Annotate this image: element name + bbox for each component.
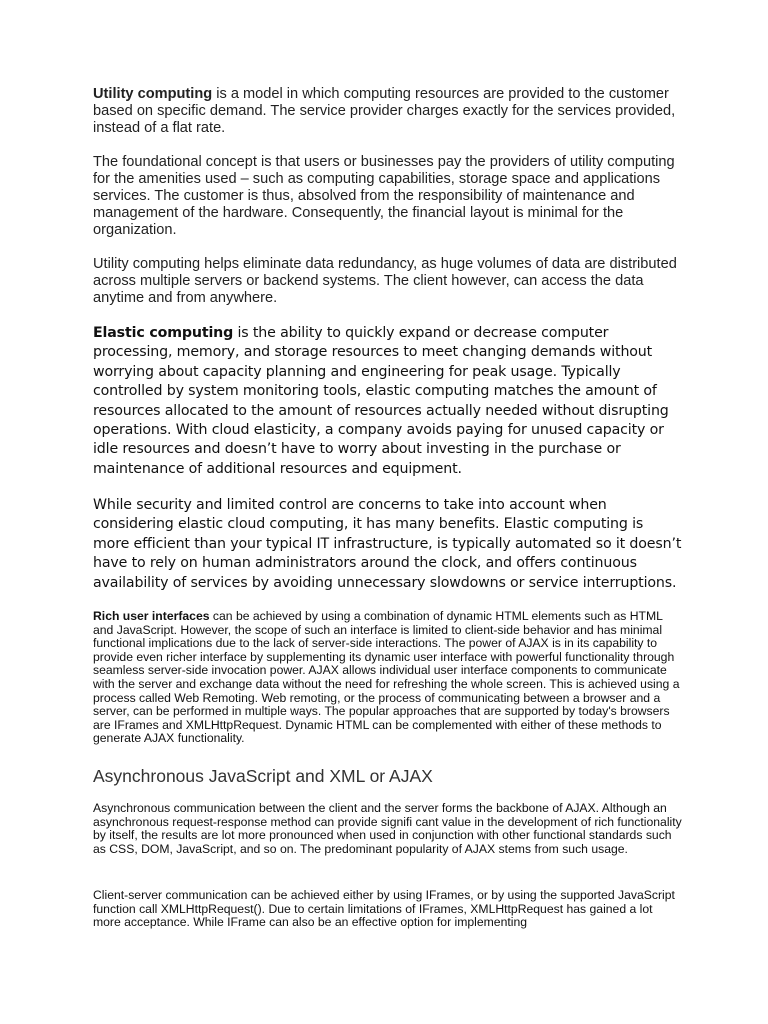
term-utility-computing: Utility computing — [93, 86, 213, 102]
term-elastic-computing: Elastic computing — [93, 325, 234, 341]
section-heading-ajax: Asynchronous JavaScript and XML or AJAX — [93, 766, 433, 786]
paragraph-elastic-benefits — [93, 496, 683, 593]
paragraph-text: Utility computing helps eliminate data redundancy, as huge volumes of data are distributed across multiple servers or backend systems. The client however, can access the data anytime and from anywhere. — [93, 256, 677, 306]
paragraph-elastic-computing — [93, 324, 683, 479]
paragraph-text: Client-server communication can be achieved either by using IFrames, or by using the supported JavaScript function call XMLHttpRequest(). Due to certain limitations of IFrames, XMLHttpRequest has gained a lot more acceptance. While IFrame can also be an effective option for implementing — [93, 888, 675, 930]
paragraph-rich-user-interfaces — [93, 610, 683, 746]
paragraph-text: can be achieved by using a combination of dynamic HTML elements such as HTML and JavaScript. However, the scope of such an interface is limited to client-side behavior and has minimal functional implications due to the lack of server-side interactions. The power of AJAX is in its capability to provide even richer interface by supplementing its dynamic user interface with powerful functionality through seamless server-side invocation power. AJAX allows individual user interface components to communicate with the server and exchange data without the need for refreshing the whole screen. This is achieved using a process called Web Remoting. Web remoting, or the process of communicating between a browser and a server, can be performed in multiple ways. The popular approaches that are supported by today's browsers are IFrames and XMLHttpRequest. Dynamic HTML can be complemented with either of these methods to generate AJAX functionality. — [93, 609, 680, 746]
paragraph-text: is the ability to quickly expand or decrease computer processing, memory, and storage resources to meet changing demands without worrying about capacity planning and engineering for peak usage. Typically controlled by system monitoring tools, elastic computing matches the amount of resources allocated to the amount of resources actually needed without disrupting operations. With cloud elasticity, a company avoids paying for unused capacity or idle resources and doesn’t have to worry about investing in the purchase or maintenance of additional resources and equipment. — [93, 325, 669, 477]
paragraph-text: Asynchronous communication between the client and the server forms the backbone of AJAX. Although an asynchronous request-response method can provide signifi cant value in the development of rich functionality by itself, the results are lot more pronounced when used in conjunction with other functional standards such as CSS, DOM, JavaScript, and so on. The predominant popularity of AJAX stems from such usage. — [93, 801, 682, 856]
paragraph-client-server-communication — [93, 889, 683, 930]
paragraph-text: The foundational concept is that users or businesses pay the providers of utility computing for the amenities used – such as computing capabilities, storage space and applications services. The customer is thus, absolved from the responsibility of maintenance and management of the hardware. Consequently, the financial layout is minimal for the organization. — [93, 154, 675, 238]
paragraph-text: is a model in which computing resources are provided to the customer based on specific demand. The service provider charges exactly for the services provided, instead of a flat rate. — [93, 86, 676, 136]
paragraph-asynchronous-communication — [93, 802, 683, 856]
paragraph-utility-computing — [93, 86, 683, 137]
paragraph-text: While security and limited control are concerns to take into account when considering elastic cloud computing, it has many benefits. Elastic computing is more efficient than your typical IT infrastructure, is typically automated so it doesn’t have to rely on human administrators around the clock, and offers continuous availability of services by avoiding unnecessary slowdowns or service interruptions. — [93, 497, 682, 591]
paragraph-foundational-concept — [93, 154, 683, 239]
term-rich-user-interfaces: Rich user interfaces — [93, 609, 210, 623]
paragraph-data-redundancy — [93, 256, 683, 307]
